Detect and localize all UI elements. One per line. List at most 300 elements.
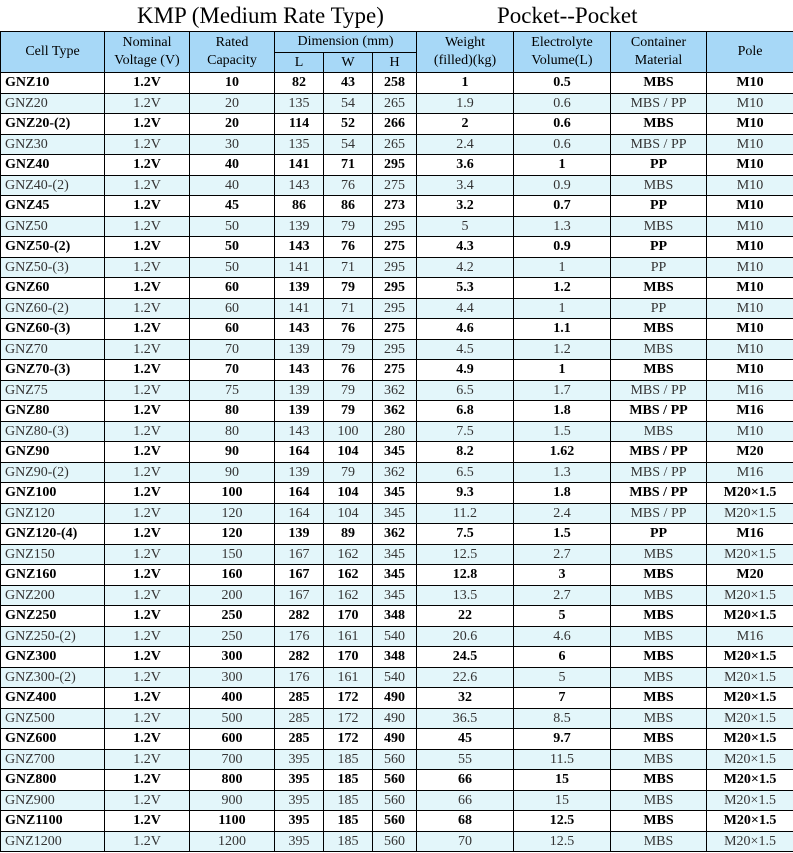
container-cell: MBS [611,770,707,791]
table-row [1,462,793,483]
container-cell: MBS [611,339,707,360]
pole-cell: M10 [707,360,793,381]
pole-cell: M10 [707,278,793,299]
col-header-rated-capacity [190,32,275,73]
dim-l-cell: 143 [275,175,324,196]
dim-l-cell: 139 [275,339,324,360]
col-header-container-line1: Container [630,35,687,50]
cell-type-cell: GNZ45 [1,196,105,217]
pole-cell: M10 [707,339,793,360]
cell-type-cell: GNZ30 [1,134,105,155]
container-cell: PP [611,257,707,278]
dim-h-cell: 348 [373,606,417,627]
rated-capacity-cell: 250 [190,626,275,647]
cell-type-cell: GNZ80-(3) [1,421,105,442]
nominal-voltage-cell: 1.2V [105,585,190,606]
dim-w-cell: 79 [324,216,373,237]
pole-cell: M20×1.5 [707,606,793,627]
dim-w-cell: 162 [324,585,373,606]
dim-w-cell: 104 [324,503,373,524]
dim-l-cell: 135 [275,134,324,155]
container-cell: MBS [611,319,707,340]
table-row [1,626,793,647]
nominal-voltage-cell: 1.2V [105,544,190,565]
dim-l-cell: 176 [275,667,324,688]
weight-cell: 2.4 [417,134,514,155]
table-row [1,401,793,422]
rated-capacity-cell: 160 [190,565,275,586]
weight-cell: 11.2 [417,503,514,524]
cell-type-cell: GNZ1200 [1,831,105,852]
rated-capacity-cell: 500 [190,708,275,729]
cell-type-cell: GNZ75 [1,380,105,401]
dim-w-cell: 162 [324,544,373,565]
rated-capacity-cell: 900 [190,790,275,811]
dim-h-cell: 265 [373,93,417,114]
electrolyte-cell: 5 [514,667,611,688]
weight-cell: 4.5 [417,339,514,360]
rated-capacity-cell: 90 [190,442,275,463]
dim-l-cell: 285 [275,708,324,729]
cell-type-cell: GNZ100 [1,483,105,504]
dim-l-cell: 143 [275,360,324,381]
table-row [1,237,793,258]
dim-l-cell: 141 [275,298,324,319]
rated-capacity-cell: 150 [190,544,275,565]
electrolyte-cell: 1.2 [514,278,611,299]
dim-w-cell: 104 [324,483,373,504]
dim-h-cell: 280 [373,421,417,442]
container-cell: MBS [611,73,707,94]
rated-capacity-cell: 300 [190,667,275,688]
pole-cell: M10 [707,155,793,176]
dim-w-cell: 161 [324,667,373,688]
electrolyte-cell: 1 [514,257,611,278]
electrolyte-cell: 1.5 [514,524,611,545]
table-row [1,831,793,852]
dim-w-cell: 71 [324,298,373,319]
electrolyte-cell: 3 [514,565,611,586]
nominal-voltage-cell: 1.2V [105,831,190,852]
cell-type-cell: GNZ120 [1,503,105,524]
dim-w-cell: 162 [324,565,373,586]
dim-h-cell: 362 [373,380,417,401]
electrolyte-cell: 1.8 [514,483,611,504]
dim-h-cell: 490 [373,729,417,750]
weight-cell: 7.5 [417,421,514,442]
dim-l-cell: 395 [275,811,324,832]
container-cell: PP [611,155,707,176]
table-row [1,360,793,381]
col-header-weight-line1: Weight [444,35,486,50]
nominal-voltage-cell: 1.2V [105,319,190,340]
col-header-weight-line2: (filled)(kg) [433,53,497,68]
cell-type-cell: GNZ70-(3) [1,360,105,381]
container-cell: MBS [611,647,707,668]
table-row [1,749,793,770]
electrolyte-cell: 1.3 [514,216,611,237]
weight-cell: 6.5 [417,462,514,483]
rated-capacity-cell: 50 [190,216,275,237]
pole-cell: M20×1.5 [707,585,793,606]
title-bar [0,0,793,31]
dim-w-cell: 185 [324,831,373,852]
dim-h-cell: 295 [373,216,417,237]
dim-h-cell: 265 [373,134,417,155]
weight-cell: 6.5 [417,380,514,401]
col-header-dim-l: L [275,53,324,73]
table-row [1,114,793,135]
nominal-voltage-cell: 1.2V [105,647,190,668]
rated-capacity-cell: 120 [190,503,275,524]
dim-h-cell: 560 [373,770,417,791]
rated-capacity-cell: 60 [190,278,275,299]
dim-h-cell: 295 [373,278,417,299]
cell-type-cell: GNZ1100 [1,811,105,832]
container-cell: MBS [611,114,707,135]
col-header-nominal-line1: Nominal [122,35,172,50]
container-cell: MBS [611,749,707,770]
container-cell: MBS / PP [611,401,707,422]
pole-cell: M20×1.5 [707,811,793,832]
dim-h-cell: 345 [373,442,417,463]
col-header-dimension: Dimension (mm) [275,32,417,53]
rated-capacity-cell: 200 [190,585,275,606]
dim-l-cell: 164 [275,442,324,463]
weight-cell: 7.5 [417,524,514,545]
electrolyte-cell: 9.7 [514,729,611,750]
rated-capacity-cell: 90 [190,462,275,483]
dim-w-cell: 71 [324,155,373,176]
table-row [1,380,793,401]
cell-type-cell: GNZ300 [1,647,105,668]
pole-cell: M20×1.5 [707,544,793,565]
pole-cell: M20×1.5 [707,708,793,729]
weight-cell: 4.9 [417,360,514,381]
cell-type-cell: GNZ80 [1,401,105,422]
dim-h-cell: 345 [373,565,417,586]
dim-l-cell: 395 [275,790,324,811]
dim-h-cell: 345 [373,503,417,524]
dim-l-cell: 395 [275,831,324,852]
dim-l-cell: 395 [275,749,324,770]
container-cell: MBS [611,544,707,565]
dim-w-cell: 79 [324,462,373,483]
col-header-nominal-line2: Voltage (V) [114,53,180,68]
pole-cell: M20×1.5 [707,667,793,688]
nominal-voltage-cell: 1.2V [105,278,190,299]
dim-l-cell: 164 [275,503,324,524]
container-cell: PP [611,524,707,545]
pole-cell: M16 [707,524,793,545]
nominal-voltage-cell: 1.2V [105,770,190,791]
dim-w-cell: 71 [324,257,373,278]
dim-w-cell: 104 [324,442,373,463]
weight-cell: 24.5 [417,647,514,668]
container-cell: MBS [611,729,707,750]
rated-capacity-cell: 80 [190,421,275,442]
container-cell: MBS [611,708,707,729]
weight-cell: 4.6 [417,319,514,340]
rated-capacity-cell: 45 [190,196,275,217]
dim-l-cell: 143 [275,421,324,442]
rated-capacity-cell: 700 [190,749,275,770]
dim-l-cell: 141 [275,257,324,278]
nominal-voltage-cell: 1.2V [105,442,190,463]
nominal-voltage-cell: 1.2V [105,729,190,750]
table-row [1,175,793,196]
container-cell: PP [611,298,707,319]
weight-cell: 12.8 [417,565,514,586]
dim-l-cell: 82 [275,73,324,94]
dim-w-cell: 170 [324,647,373,668]
dim-l-cell: 139 [275,524,324,545]
rated-capacity-cell: 80 [190,401,275,422]
dim-h-cell: 258 [373,73,417,94]
cell-type-cell: GNZ20 [1,93,105,114]
nominal-voltage-cell: 1.2V [105,339,190,360]
col-header-pole: Pole [707,32,793,73]
table-row [1,257,793,278]
nominal-voltage-cell: 1.2V [105,237,190,258]
nominal-voltage-cell: 1.2V [105,114,190,135]
table-row [1,544,793,565]
spec-table [0,31,793,852]
electrolyte-cell: 1.8 [514,401,611,422]
electrolyte-cell: 1.7 [514,380,611,401]
pole-cell: M10 [707,175,793,196]
cell-type-cell: GNZ300-(2) [1,667,105,688]
table-row [1,708,793,729]
dim-w-cell: 170 [324,606,373,627]
pole-cell: M16 [707,626,793,647]
cell-type-cell: GNZ900 [1,790,105,811]
electrolyte-cell: 0.5 [514,73,611,94]
table-row [1,339,793,360]
table-row [1,442,793,463]
electrolyte-cell: 1.2 [514,339,611,360]
dim-w-cell: 89 [324,524,373,545]
weight-cell: 66 [417,790,514,811]
dim-h-cell: 275 [373,319,417,340]
table-row [1,93,793,114]
rated-capacity-cell: 1100 [190,811,275,832]
electrolyte-cell: 0.9 [514,175,611,196]
dim-w-cell: 54 [324,93,373,114]
pole-cell: M20×1.5 [707,503,793,524]
dim-h-cell: 362 [373,524,417,545]
weight-cell: 4.3 [417,237,514,258]
dim-l-cell: 395 [275,770,324,791]
weight-cell: 13.5 [417,585,514,606]
dim-h-cell: 345 [373,483,417,504]
weight-cell: 55 [417,749,514,770]
container-cell: MBS / PP [611,380,707,401]
pole-cell: M10 [707,73,793,94]
table-row [1,688,793,709]
dim-h-cell: 560 [373,831,417,852]
rated-capacity-cell: 800 [190,770,275,791]
dim-w-cell: 54 [324,134,373,155]
cell-type-cell: GNZ800 [1,770,105,791]
pole-cell: M20×1.5 [707,483,793,504]
weight-cell: 5 [417,216,514,237]
rated-capacity-cell: 75 [190,380,275,401]
nominal-voltage-cell: 1.2V [105,667,190,688]
pole-cell: M20×1.5 [707,647,793,668]
nominal-voltage-cell: 1.2V [105,155,190,176]
cell-type-cell: GNZ60 [1,278,105,299]
pole-cell: M10 [707,257,793,278]
rated-capacity-cell: 40 [190,175,275,196]
pole-cell: M10 [707,298,793,319]
dim-w-cell: 100 [324,421,373,442]
container-cell: MBS / PP [611,483,707,504]
electrolyte-cell: 7 [514,688,611,709]
dim-w-cell: 79 [324,380,373,401]
dim-w-cell: 76 [324,237,373,258]
weight-cell: 3.2 [417,196,514,217]
dim-w-cell: 185 [324,770,373,791]
container-cell: MBS / PP [611,462,707,483]
electrolyte-cell: 2.7 [514,585,611,606]
dim-l-cell: 282 [275,606,324,627]
nominal-voltage-cell: 1.2V [105,626,190,647]
weight-cell: 3.6 [417,155,514,176]
dim-h-cell: 275 [373,360,417,381]
dim-w-cell: 86 [324,196,373,217]
container-cell: MBS [611,626,707,647]
table-row [1,196,793,217]
dim-h-cell: 362 [373,401,417,422]
weight-cell: 1.9 [417,93,514,114]
container-cell: MBS [611,790,707,811]
nominal-voltage-cell: 1.2V [105,360,190,381]
table-row [1,73,793,94]
rated-capacity-cell: 60 [190,319,275,340]
dim-l-cell: 141 [275,155,324,176]
dim-l-cell: 114 [275,114,324,135]
rated-capacity-cell: 100 [190,483,275,504]
rated-capacity-cell: 50 [190,257,275,278]
nominal-voltage-cell: 1.2V [105,298,190,319]
pole-cell: M10 [707,216,793,237]
table-row [1,319,793,340]
pole-cell: M16 [707,401,793,422]
pole-cell: M10 [707,93,793,114]
rated-capacity-cell: 600 [190,729,275,750]
electrolyte-cell: 0.7 [514,196,611,217]
container-cell: MBS [611,831,707,852]
container-cell: PP [611,237,707,258]
rated-capacity-cell: 20 [190,93,275,114]
dim-l-cell: 176 [275,626,324,647]
pole-cell: M10 [707,134,793,155]
nominal-voltage-cell: 1.2V [105,73,190,94]
dim-l-cell: 167 [275,544,324,565]
weight-cell: 20.6 [417,626,514,647]
table-row [1,606,793,627]
nominal-voltage-cell: 1.2V [105,811,190,832]
table-row [1,298,793,319]
dim-l-cell: 143 [275,237,324,258]
table-row [1,155,793,176]
cell-type-cell: GNZ90-(2) [1,462,105,483]
dim-l-cell: 285 [275,729,324,750]
dim-h-cell: 266 [373,114,417,135]
table-body [1,73,793,852]
nominal-voltage-cell: 1.2V [105,175,190,196]
dim-h-cell: 295 [373,257,417,278]
rated-capacity-cell: 70 [190,339,275,360]
nominal-voltage-cell: 1.2V [105,503,190,524]
rated-capacity-cell: 50 [190,237,275,258]
electrolyte-cell: 0.6 [514,93,611,114]
electrolyte-cell: 2.7 [514,544,611,565]
col-header-weight [417,32,514,73]
cell-type-cell: GNZ50-(2) [1,237,105,258]
electrolyte-cell: 0.6 [514,114,611,135]
electrolyte-cell: 1.3 [514,462,611,483]
weight-cell: 4.2 [417,257,514,278]
col-header-electrolyte [514,32,611,73]
cell-type-cell: GNZ250-(2) [1,626,105,647]
weight-cell: 4.4 [417,298,514,319]
cell-type-cell: GNZ90 [1,442,105,463]
container-cell: MBS [611,421,707,442]
dim-h-cell: 560 [373,790,417,811]
dim-l-cell: 143 [275,319,324,340]
container-cell: MBS / PP [611,134,707,155]
pole-cell: M20 [707,565,793,586]
dim-w-cell: 79 [324,278,373,299]
table-row [1,729,793,750]
table-row [1,134,793,155]
electrolyte-cell: 2.4 [514,503,611,524]
dim-w-cell: 185 [324,790,373,811]
electrolyte-cell: 0.9 [514,237,611,258]
dim-h-cell: 362 [373,462,417,483]
col-header-rated-line2: Capacity [207,53,257,68]
table-row [1,565,793,586]
table-row [1,667,793,688]
pole-cell: M10 [707,114,793,135]
weight-cell: 3.4 [417,175,514,196]
cell-type-cell: GNZ700 [1,749,105,770]
nominal-voltage-cell: 1.2V [105,606,190,627]
dim-w-cell: 172 [324,729,373,750]
container-cell: MBS [611,216,707,237]
container-cell: MBS / PP [611,503,707,524]
electrolyte-cell: 1 [514,298,611,319]
rated-capacity-cell: 10 [190,73,275,94]
col-header-electrolyte-line1: Electrolyte [531,35,593,50]
electrolyte-cell: 1.62 [514,442,611,463]
container-cell: MBS / PP [611,442,707,463]
cell-type-cell: GNZ50-(3) [1,257,105,278]
dim-h-cell: 345 [373,585,417,606]
pole-cell: M20×1.5 [707,749,793,770]
nominal-voltage-cell: 1.2V [105,380,190,401]
dim-w-cell: 76 [324,319,373,340]
dim-w-cell: 76 [324,360,373,381]
dim-h-cell: 490 [373,708,417,729]
rated-capacity-cell: 120 [190,524,275,545]
dim-h-cell: 295 [373,339,417,360]
col-header-dim-h: H [373,53,417,73]
pole-cell: M20×1.5 [707,831,793,852]
page-title: KMP (Medium Rate Type) [137,3,384,28]
